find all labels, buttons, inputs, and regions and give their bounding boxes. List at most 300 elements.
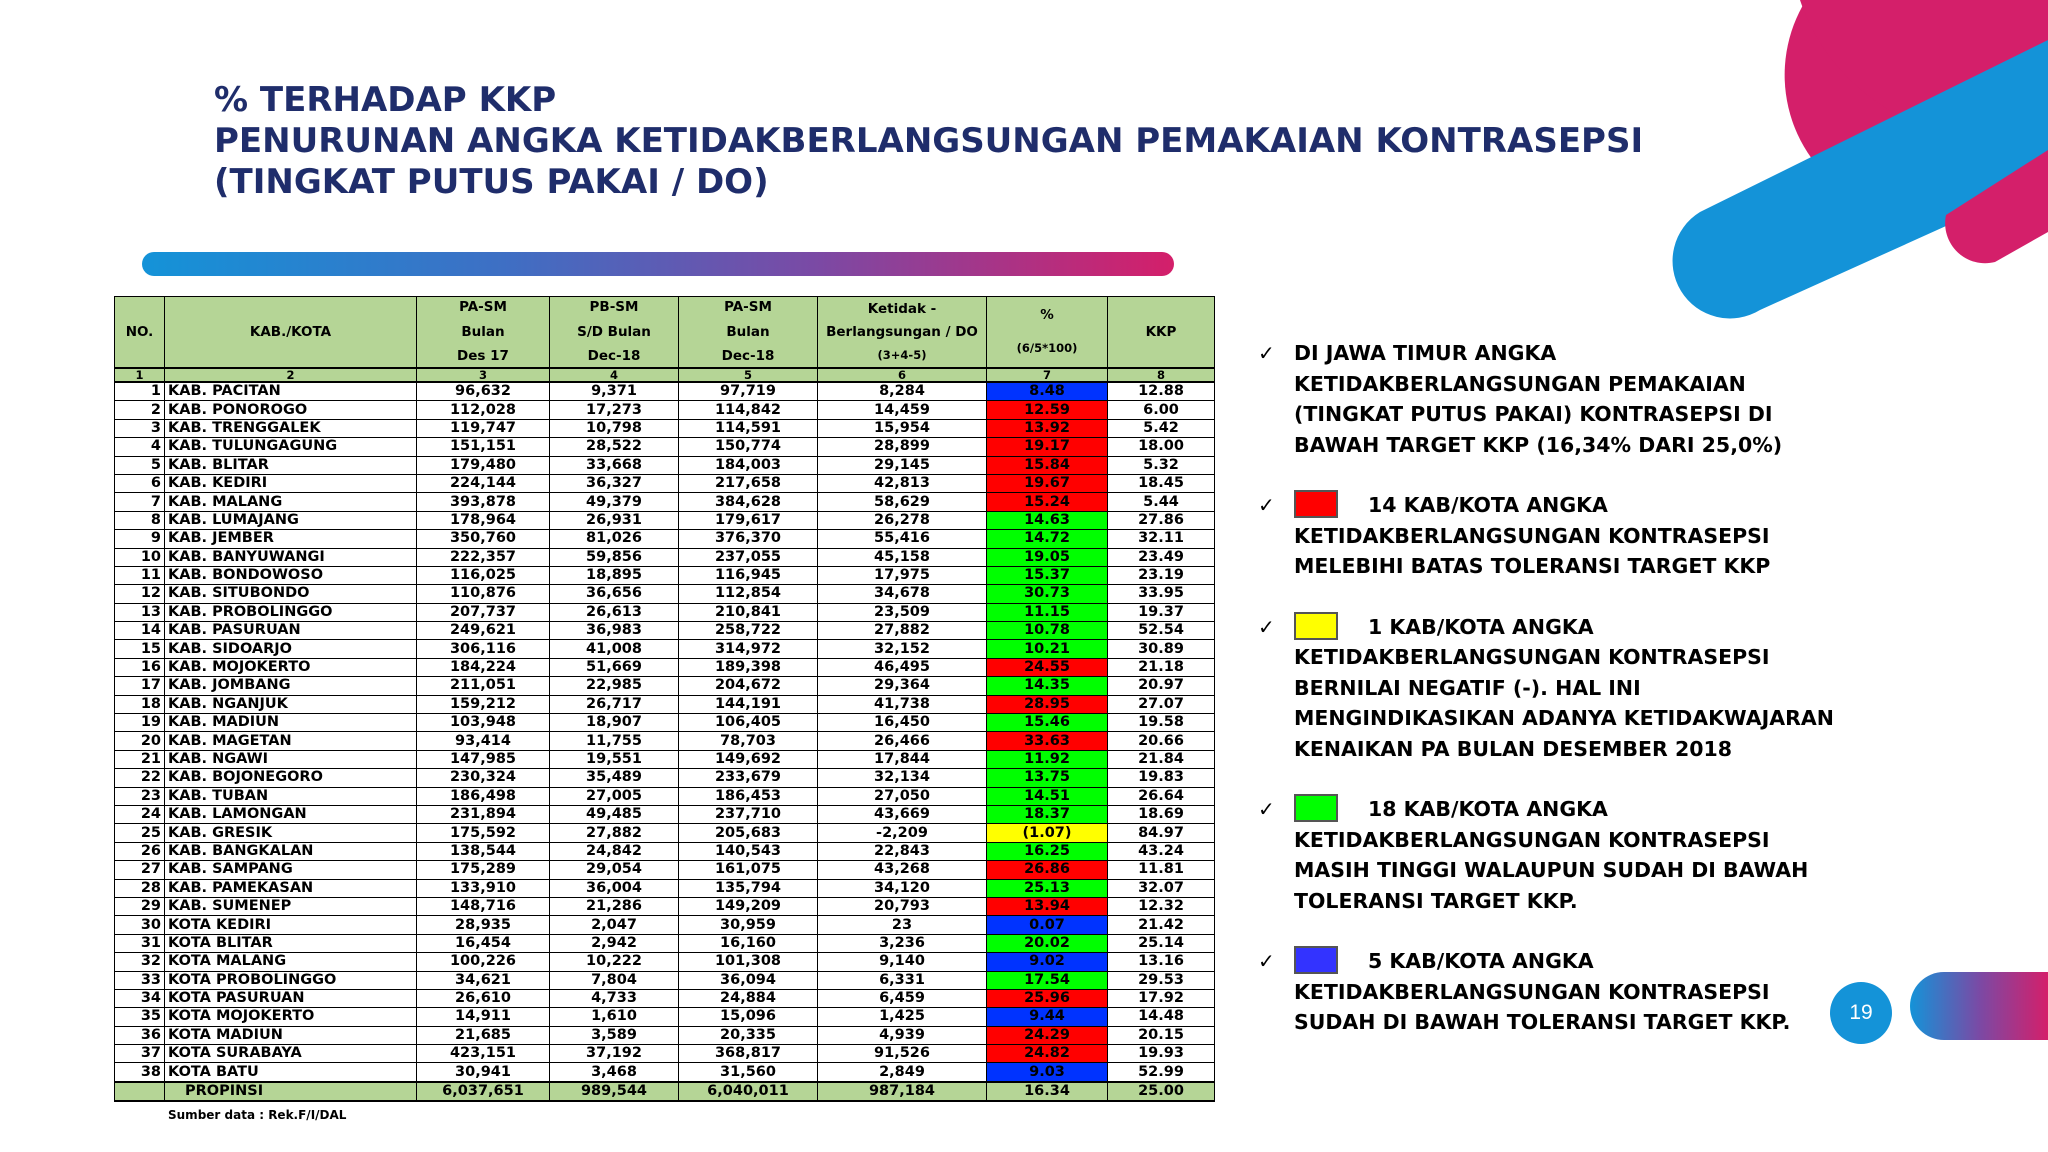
row-number: 7 [115, 493, 165, 511]
bullet-item [1258, 946, 1838, 1038]
row-do: 15,954 [818, 419, 987, 437]
row-pa-des17: 26,610 [417, 989, 550, 1007]
row-pb-dec18: 2,047 [550, 916, 679, 934]
row-pa-dec18: 205,683 [679, 824, 818, 842]
row-pb-dec18: 29,054 [550, 861, 679, 879]
row-kkp: 27.86 [1108, 511, 1215, 529]
row-number: 35 [115, 1008, 165, 1026]
checkmark-icon: ✓ [1258, 949, 1275, 973]
table-row [115, 511, 1215, 529]
blue-swatch [1294, 946, 1338, 974]
row-percent: 19.05 [987, 548, 1108, 566]
header-col6: Ketidak - Berlangsungan / DO (3+4-5) [818, 297, 987, 369]
row-pb-dec18: 36,004 [550, 879, 679, 897]
row-number: 5 [115, 456, 165, 474]
row-pa-dec18: 186,453 [679, 787, 818, 805]
table-row [115, 1063, 1215, 1082]
row-do: 27,882 [818, 622, 987, 640]
table-row [115, 805, 1215, 823]
row-kkp: 18.45 [1108, 474, 1215, 492]
table-row [115, 585, 1215, 603]
table-row [115, 934, 1215, 952]
row-pa-des17: 119,747 [417, 419, 550, 437]
title-line-3: (TINGKAT PUTUS PAKAI / DO) [214, 162, 769, 202]
row-kkp: 20.66 [1108, 732, 1215, 750]
row-region: KAB. LAMONGAN [165, 805, 417, 823]
row-pa-des17: 178,964 [417, 511, 550, 529]
table-row [115, 989, 1215, 1007]
row-kkp: 43.24 [1108, 842, 1215, 860]
row-pb-dec18: 11,755 [550, 732, 679, 750]
row-number: 38 [115, 1063, 165, 1082]
row-pb-dec18: 1,610 [550, 1008, 679, 1026]
row-pb-dec18: 22,985 [550, 677, 679, 695]
row-pa-dec18: 210,841 [679, 603, 818, 621]
row-pb-dec18: 36,983 [550, 622, 679, 640]
row-pa-des17: 34,621 [417, 971, 550, 989]
row-pa-dec18: 376,370 [679, 530, 818, 548]
row-percent: 19.17 [987, 438, 1108, 456]
table-row [115, 953, 1215, 971]
header-col8: KKP [1108, 297, 1215, 369]
row-number: 1 [115, 382, 165, 401]
row-percent: 16.25 [987, 842, 1108, 860]
row-pa-dec18: 24,884 [679, 989, 818, 1007]
row-kkp: 11.81 [1108, 861, 1215, 879]
row-number: 20 [115, 732, 165, 750]
row-pa-des17: 103,948 [417, 714, 550, 732]
row-pb-dec18: 36,327 [550, 474, 679, 492]
row-percent: 14.35 [987, 677, 1108, 695]
row-number: 6 [115, 474, 165, 492]
table-row [115, 640, 1215, 658]
row-pa-des17: 100,226 [417, 953, 550, 971]
row-pa-des17: 159,212 [417, 695, 550, 713]
row-kkp: 29.53 [1108, 971, 1215, 989]
row-percent: 0.07 [987, 916, 1108, 934]
row-kkp: 27.07 [1108, 695, 1215, 713]
row-kkp: 12.32 [1108, 897, 1215, 915]
bullet-text: 1 KAB/KOTA ANGKA KETIDAKBERLANGSUNGAN KONTRASEPSI BERNILAI NEGATIF (-). HAL INI MENGINDIKASIKAN ADANYA KETIDAKWAJARAN KENAIKAN PA BULAN DESEMBER 2018 [1294, 614, 1834, 761]
row-pa-des17: 21,685 [417, 1026, 550, 1044]
source-note: Sumber data : Rek.F/I/DAL [168, 1108, 347, 1122]
row-do: 43,268 [818, 861, 987, 879]
row-do: 2,849 [818, 1063, 987, 1082]
row-kkp: 14.48 [1108, 1008, 1215, 1026]
checkmark-icon: ✓ [1258, 493, 1275, 517]
row-percent: 11.15 [987, 603, 1108, 621]
table-row [115, 474, 1215, 492]
table-row [115, 1026, 1215, 1044]
row-number: 10 [115, 548, 165, 566]
row-kkp: 12.88 [1108, 382, 1215, 401]
row-pa-des17: 393,878 [417, 493, 550, 511]
row-region: KAB. KEDIRI [165, 474, 417, 492]
table-body [115, 382, 1215, 1082]
row-pa-des17: 222,357 [417, 548, 550, 566]
row-region: KAB. BANGKALAN [165, 842, 417, 860]
row-do: 32,134 [818, 769, 987, 787]
gradient-divider-bar [142, 252, 1174, 276]
row-do: 42,813 [818, 474, 987, 492]
row-pa-dec18: 97,719 [679, 382, 818, 401]
row-pa-dec18: 30,959 [679, 916, 818, 934]
row-pb-dec18: 9,371 [550, 382, 679, 401]
row-pa-des17: 175,289 [417, 861, 550, 879]
row-pa-dec18: 101,308 [679, 953, 818, 971]
row-pa-des17: 110,876 [417, 585, 550, 603]
red-swatch [1294, 490, 1338, 518]
row-pa-dec18: 149,209 [679, 897, 818, 915]
header-col5: PA-SM Bulan Dec-18 [679, 297, 818, 369]
row-number: 9 [115, 530, 165, 548]
row-pb-dec18: 36,656 [550, 585, 679, 603]
row-kkp: 19.58 [1108, 714, 1215, 732]
row-pa-dec18: 106,405 [679, 714, 818, 732]
row-percent: 13.75 [987, 769, 1108, 787]
table-row [115, 916, 1215, 934]
bullet-text: 14 KAB/KOTA ANGKA KETIDAKBERLANGSUNGAN KONTRASEPSI MELEBIHI BATAS TOLERANSI TARGET KKP [1294, 493, 1771, 578]
row-percent: 14.72 [987, 530, 1108, 548]
table-row [115, 456, 1215, 474]
row-percent: 9.44 [987, 1008, 1108, 1026]
row-do: 6,331 [818, 971, 987, 989]
row-do: 23 [818, 916, 987, 934]
row-pa-des17: 30,941 [417, 1063, 550, 1082]
row-number: 33 [115, 971, 165, 989]
row-number: 3 [115, 419, 165, 437]
table-row [115, 677, 1215, 695]
row-pa-des17: 147,985 [417, 750, 550, 768]
row-number: 11 [115, 566, 165, 584]
row-pb-dec18: 10,798 [550, 419, 679, 437]
row-do: 46,495 [818, 658, 987, 676]
row-kkp: 25.14 [1108, 934, 1215, 952]
row-pa-des17: 148,716 [417, 897, 550, 915]
row-kkp: 52.99 [1108, 1063, 1215, 1082]
table-row [115, 769, 1215, 787]
row-pb-dec18: 3,589 [550, 1026, 679, 1044]
row-percent: 13.94 [987, 897, 1108, 915]
row-region: KAB. SIDOARJO [165, 640, 417, 658]
row-kkp: 5.32 [1108, 456, 1215, 474]
row-number: 37 [115, 1045, 165, 1063]
table-row [115, 566, 1215, 584]
row-do: 22,843 [818, 842, 987, 860]
row-do: 58,629 [818, 493, 987, 511]
checkmark-icon: ✓ [1258, 614, 1275, 639]
row-do: 4,939 [818, 1026, 987, 1044]
row-region: KAB. GRESIK [165, 824, 417, 842]
table-row [115, 824, 1215, 842]
row-do: 27,050 [818, 787, 987, 805]
row-pb-dec18: 41,008 [550, 640, 679, 658]
row-percent: 10.21 [987, 640, 1108, 658]
row-pb-dec18: 18,895 [550, 566, 679, 584]
header-kab: KAB./KOTA [165, 297, 417, 369]
row-number: 21 [115, 750, 165, 768]
row-pa-dec18: 15,096 [679, 1008, 818, 1026]
row-number: 27 [115, 861, 165, 879]
row-number: 31 [115, 934, 165, 952]
bullet-item [1258, 490, 1838, 582]
row-pa-des17: 16,454 [417, 934, 550, 952]
row-pa-des17: 231,894 [417, 805, 550, 823]
row-do: 6,459 [818, 989, 987, 1007]
row-pb-dec18: 26,931 [550, 511, 679, 529]
row-percent: 9.03 [987, 1063, 1108, 1082]
row-kkp: 52.54 [1108, 622, 1215, 640]
row-pa-des17: 186,498 [417, 787, 550, 805]
row-do: -2,209 [818, 824, 987, 842]
table-row [115, 530, 1215, 548]
row-percent: 33.63 [987, 732, 1108, 750]
row-percent: 19.67 [987, 474, 1108, 492]
row-region: KAB. JEMBER [165, 530, 417, 548]
table-row [115, 750, 1215, 768]
table-row [115, 879, 1215, 897]
table-row [115, 695, 1215, 713]
row-pa-dec18: 149,692 [679, 750, 818, 768]
row-kkp: 20.15 [1108, 1026, 1215, 1044]
row-pb-dec18: 7,804 [550, 971, 679, 989]
row-percent: 13.92 [987, 419, 1108, 437]
row-percent: 14.63 [987, 511, 1108, 529]
row-kkp: 13.16 [1108, 953, 1215, 971]
table-row [115, 861, 1215, 879]
row-pb-dec18: 27,005 [550, 787, 679, 805]
row-pa-dec18: 114,591 [679, 419, 818, 437]
row-region: KOTA SURABAYA [165, 1045, 417, 1063]
row-kkp: 18.00 [1108, 438, 1215, 456]
row-pb-dec18: 21,286 [550, 897, 679, 915]
row-region: KAB. PASURUAN [165, 622, 417, 640]
row-pa-dec18: 135,794 [679, 879, 818, 897]
table-row [115, 787, 1215, 805]
bullet-item [1258, 612, 1838, 765]
row-pa-dec18: 16,160 [679, 934, 818, 952]
row-pb-dec18: 26,717 [550, 695, 679, 713]
row-pa-dec18: 112,854 [679, 585, 818, 603]
row-kkp: 33.95 [1108, 585, 1215, 603]
row-number: 19 [115, 714, 165, 732]
row-number: 25 [115, 824, 165, 842]
row-number: 30 [115, 916, 165, 934]
row-do: 29,364 [818, 677, 987, 695]
bullet-item [1258, 338, 1838, 460]
row-percent: 18.37 [987, 805, 1108, 823]
row-region: KAB. MALANG [165, 493, 417, 511]
table-row [115, 419, 1215, 437]
row-do: 41,738 [818, 695, 987, 713]
page-number: 19 [1830, 982, 1892, 1044]
row-number: 4 [115, 438, 165, 456]
checkmark-icon: ✓ [1258, 797, 1275, 821]
table-row [115, 658, 1215, 676]
row-region: KAB. LUMAJANG [165, 511, 417, 529]
row-region: KAB. MAGETAN [165, 732, 417, 750]
row-percent: 24.29 [987, 1026, 1108, 1044]
row-pb-dec18: 49,379 [550, 493, 679, 511]
header-no: NO. [115, 297, 165, 369]
row-kkp: 26.64 [1108, 787, 1215, 805]
row-region: KOTA PROBOLINGGO [165, 971, 417, 989]
row-region: KAB. SITUBONDO [165, 585, 417, 603]
row-pa-dec18: 20,335 [679, 1026, 818, 1044]
row-do: 34,678 [818, 585, 987, 603]
page-title [214, 80, 1643, 203]
row-pb-dec18: 2,942 [550, 934, 679, 952]
row-do: 17,844 [818, 750, 987, 768]
bullet-text: 18 KAB/KOTA ANGKA KETIDAKBERLANGSUNGAN KONTRASEPSI MASIH TINGGI WALAUPUN SUDAH DI BAWAH TOLERANSI TARGET KKP. [1294, 797, 1809, 913]
row-pa-dec18: 161,075 [679, 861, 818, 879]
table-row [115, 622, 1215, 640]
row-percent: (1.07) [987, 824, 1108, 842]
row-number: 34 [115, 989, 165, 1007]
row-do: 55,416 [818, 530, 987, 548]
total-row: PROPINSI 6,037,651 989,544 6,040,011 987,184 16.34 25.00 [115, 1082, 1215, 1101]
row-pb-dec18: 3,468 [550, 1063, 679, 1082]
row-do: 91,526 [818, 1045, 987, 1063]
table-row [115, 842, 1215, 860]
row-region: KOTA KEDIRI [165, 916, 417, 934]
row-region: KAB. BANYUWANGI [165, 548, 417, 566]
row-pa-des17: 306,116 [417, 640, 550, 658]
row-region: KOTA MADIUN [165, 1026, 417, 1044]
row-region: KAB. PROBOLINGGO [165, 603, 417, 621]
row-do: 17,975 [818, 566, 987, 584]
row-pa-dec18: 179,617 [679, 511, 818, 529]
row-kkp: 18.69 [1108, 805, 1215, 823]
title-line-2: PENURUNAN ANGKA KETIDAKBERLANGSUNGAN PEMAKAIAN KONTRASEPSI [214, 121, 1644, 161]
row-number: 2 [115, 401, 165, 419]
row-pa-des17: 96,632 [417, 382, 550, 401]
row-do: 8,284 [818, 382, 987, 401]
checkmark-icon: ✓ [1258, 341, 1275, 365]
row-kkp: 20.97 [1108, 677, 1215, 695]
row-pa-des17: 14,911 [417, 1008, 550, 1026]
row-number: 18 [115, 695, 165, 713]
row-pb-dec18: 28,522 [550, 438, 679, 456]
row-percent: 10.78 [987, 622, 1108, 640]
row-region: KAB. JOMBANG [165, 677, 417, 695]
row-number: 8 [115, 511, 165, 529]
row-do: 14,459 [818, 401, 987, 419]
row-region: KAB. TRENGGALEK [165, 419, 417, 437]
row-kkp: 32.11 [1108, 530, 1215, 548]
row-region: KAB. SAMPANG [165, 861, 417, 879]
row-percent: 28.95 [987, 695, 1108, 713]
row-pa-dec18: 233,679 [679, 769, 818, 787]
bullet-text: DI JAWA TIMUR ANGKA KETIDAKBERLANGSUNGAN PEMAKAIAN (TINGKAT PUTUS PAKAI) KONTRASEPSI DI BAWAH TARGET KKP (16,34% DARI 25,0%) [1294, 341, 1783, 457]
row-do: 16,450 [818, 714, 987, 732]
row-do: 29,145 [818, 456, 987, 474]
table-row [115, 382, 1215, 401]
table-row [115, 603, 1215, 621]
row-pa-dec18: 237,055 [679, 548, 818, 566]
row-region: KOTA BATU [165, 1063, 417, 1082]
row-kkp: 32.07 [1108, 879, 1215, 897]
row-region: KOTA BLITAR [165, 934, 417, 952]
row-kkp: 30.89 [1108, 640, 1215, 658]
row-pb-dec18: 59,856 [550, 548, 679, 566]
row-do: 43,669 [818, 805, 987, 823]
table-row [115, 1008, 1215, 1026]
row-number: 13 [115, 603, 165, 621]
table-row [115, 732, 1215, 750]
row-region: KAB. TULUNGAGUNG [165, 438, 417, 456]
row-pa-des17: 28,935 [417, 916, 550, 934]
row-do: 9,140 [818, 953, 987, 971]
row-do: 26,278 [818, 511, 987, 529]
row-kkp: 21.84 [1108, 750, 1215, 768]
row-pa-des17: 184,224 [417, 658, 550, 676]
row-region: KOTA MALANG [165, 953, 417, 971]
table-row [115, 493, 1215, 511]
row-pa-dec18: 150,774 [679, 438, 818, 456]
green-swatch [1294, 794, 1338, 822]
row-pa-dec18: 140,543 [679, 842, 818, 860]
row-region: KAB. MADIUN [165, 714, 417, 732]
row-number: 16 [115, 658, 165, 676]
row-pa-des17: 175,592 [417, 824, 550, 842]
row-pa-dec18: 78,703 [679, 732, 818, 750]
row-pb-dec18: 10,222 [550, 953, 679, 971]
row-region: KAB. PACITAN [165, 382, 417, 401]
row-percent: 15.24 [987, 493, 1108, 511]
row-number: 28 [115, 879, 165, 897]
header-col7: % (6/5*100) [987, 297, 1108, 369]
row-percent: 25.96 [987, 989, 1108, 1007]
row-pb-dec18: 33,668 [550, 456, 679, 474]
row-pb-dec18: 49,485 [550, 805, 679, 823]
table-row [115, 438, 1215, 456]
row-percent: 30.73 [987, 585, 1108, 603]
data-table [114, 296, 1215, 1102]
row-pa-des17: 249,621 [417, 622, 550, 640]
row-pa-dec18: 184,003 [679, 456, 818, 474]
row-do: 20,793 [818, 897, 987, 915]
bullet-item [1258, 794, 1838, 916]
row-do: 32,152 [818, 640, 987, 658]
row-pb-dec18: 35,489 [550, 769, 679, 787]
table-row [115, 401, 1215, 419]
row-kkp: 5.42 [1108, 419, 1215, 437]
row-kkp: 19.37 [1108, 603, 1215, 621]
row-do: 26,466 [818, 732, 987, 750]
row-region: KAB. PONOROGO [165, 401, 417, 419]
row-pa-des17: 179,480 [417, 456, 550, 474]
row-region: KAB. SUMENEP [165, 897, 417, 915]
row-number: 23 [115, 787, 165, 805]
row-pa-des17: 112,028 [417, 401, 550, 419]
row-do: 45,158 [818, 548, 987, 566]
row-region: KAB. PAMEKASAN [165, 879, 417, 897]
row-number: 32 [115, 953, 165, 971]
bullet-text: 5 KAB/KOTA ANGKA KETIDAKBERLANGSUNGAN KONTRASEPSI SUDAH DI BAWAH TOLERANSI TARGET KKP. [1294, 949, 1791, 1034]
row-number: 26 [115, 842, 165, 860]
row-region: KAB. BLITAR [165, 456, 417, 474]
row-percent: 24.82 [987, 1045, 1108, 1063]
row-kkp: 21.18 [1108, 658, 1215, 676]
row-region: KAB. NGAWI [165, 750, 417, 768]
row-percent: 12.59 [987, 401, 1108, 419]
row-pa-dec18: 144,191 [679, 695, 818, 713]
row-kkp: 19.93 [1108, 1045, 1215, 1063]
row-pa-dec18: 114,842 [679, 401, 818, 419]
row-kkp: 84.97 [1108, 824, 1215, 842]
row-percent: 25.13 [987, 879, 1108, 897]
